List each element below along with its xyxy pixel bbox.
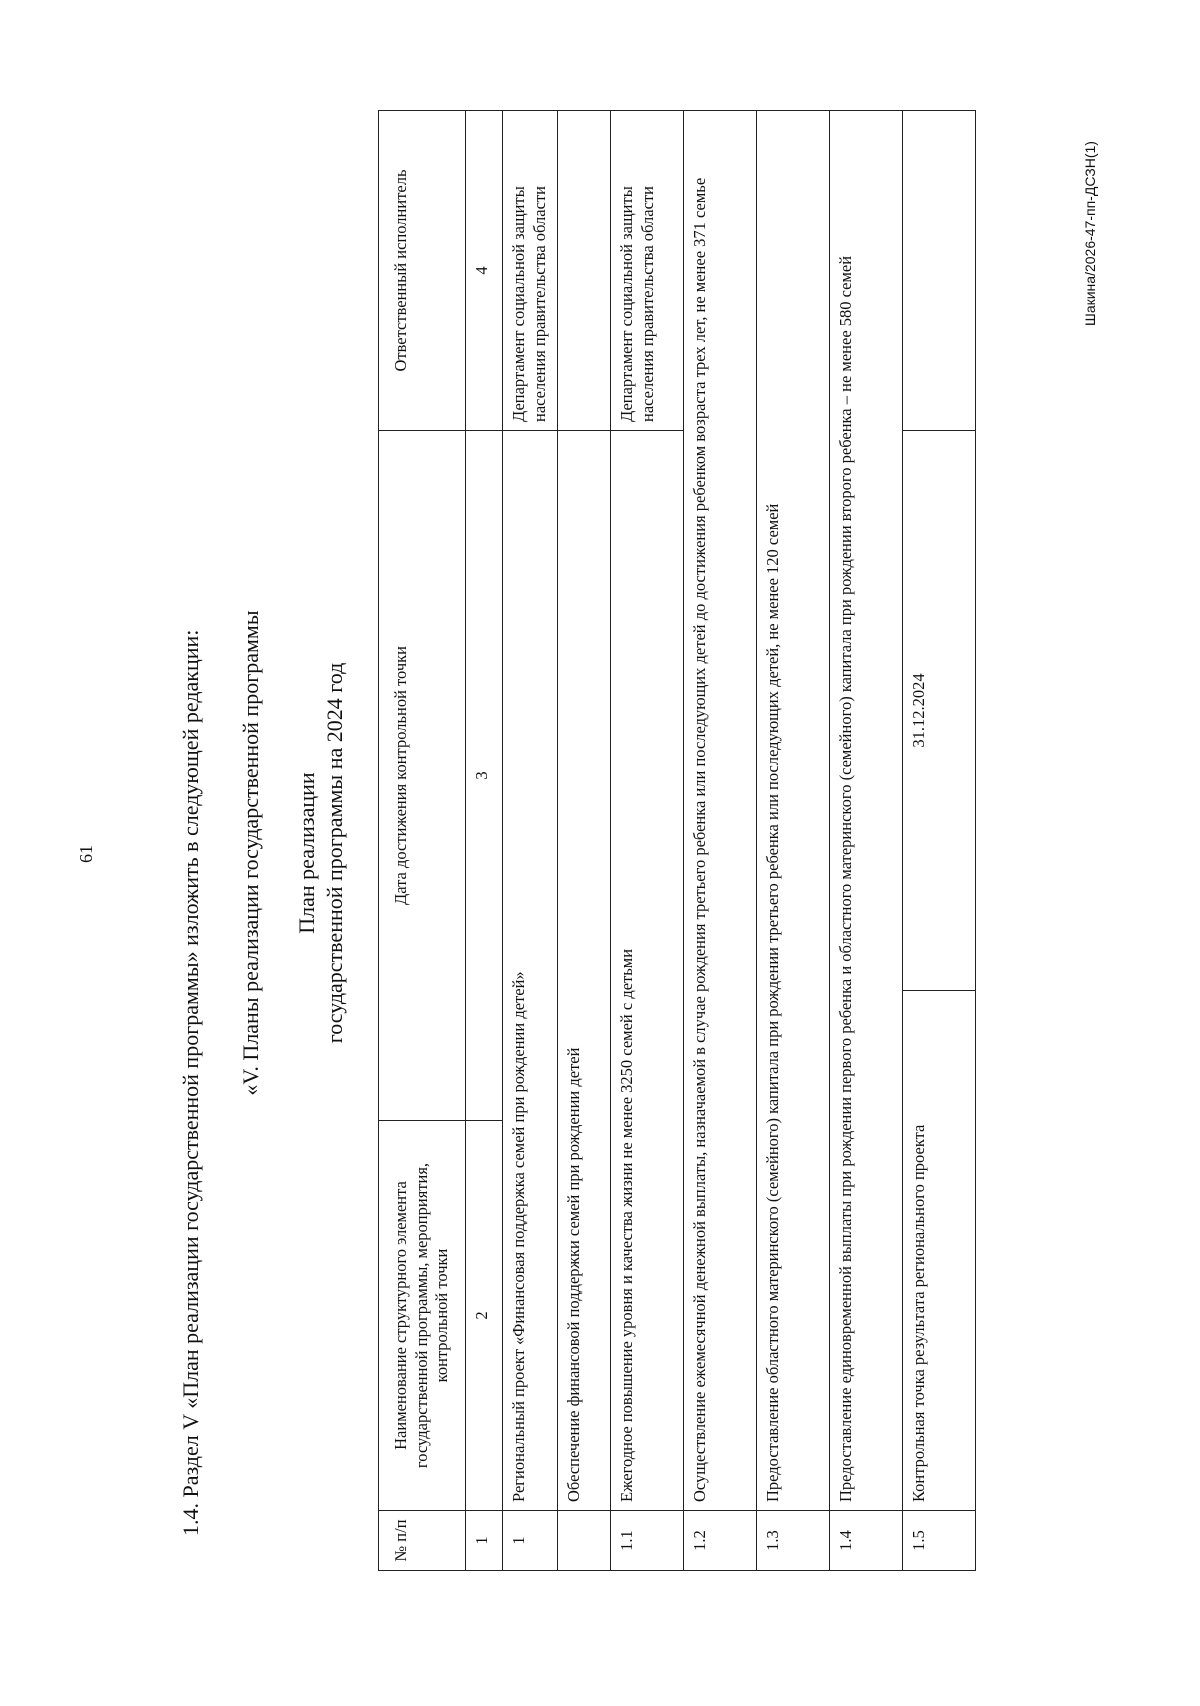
header-date: Дата достижения контрольной точки <box>379 431 466 1121</box>
row-num: 1.5 <box>902 1511 975 1571</box>
table-row <box>902 111 975 1571</box>
col-num-2: 2 <box>465 1121 502 1511</box>
page-number: 61 <box>76 845 96 863</box>
row-name: Ежегодное повышение уровня и качества жизни не менее 3250 семей с детьми <box>610 431 683 1511</box>
row-name: Региональный проект «Финансовая поддержка семей при рождении детей» <box>502 431 557 1511</box>
table-row <box>756 111 829 1571</box>
col-num-4: 4 <box>465 111 502 431</box>
row-executor <box>902 111 975 431</box>
col-num-1: 1 <box>465 1511 502 1571</box>
row-num: 1 <box>502 1511 557 1571</box>
row-num: 1.2 <box>683 1511 756 1571</box>
row-name: Предоставление единовременной выплаты при рождении первого ребенка и областного материнского (семейного) капитала при рождении второго ребенка – не менее 580 семей <box>829 111 902 1511</box>
col-num-3: 3 <box>465 431 502 1121</box>
row-num: 1.4 <box>829 1511 902 1571</box>
row-executor <box>557 111 610 431</box>
row-num <box>557 1511 610 1571</box>
row-num: 1.1 <box>610 1511 683 1571</box>
document-code: Шакина/2026-47-пп-ДСЗН(1) <box>1082 141 1098 326</box>
intro-text: 1.4. Раздел V «План реализации государственной программы» изложить в следующей редакции: <box>178 629 203 1536</box>
row-name: Контрольная точка результата регионального проекта <box>902 991 975 1511</box>
row-num: 1.3 <box>756 1511 829 1571</box>
row-executor: Департамент социальной защиты населения правительства области <box>502 111 557 431</box>
row-name: Предоставление областного материнского (семейного) капитала при рождении третьего ребенка или последующих детей, не менее 120 семей <box>756 111 829 1511</box>
plan-table <box>378 110 976 1571</box>
table-row <box>610 111 683 1571</box>
row-name: Обеспечение финансовой поддержки семей при рождении детей <box>557 431 610 1511</box>
table-row <box>502 111 557 1571</box>
table-header-row <box>379 111 466 1571</box>
table-row <box>829 111 902 1571</box>
plan-subtitle: государственной программы на 2024 год <box>322 662 347 1044</box>
row-executor: Департамент социальной защиты населения правительства области <box>610 111 683 431</box>
table-row <box>557 111 610 1571</box>
plan-title: План реализации <box>294 772 319 934</box>
header-num: № п/п <box>379 1511 466 1571</box>
table-row <box>683 111 756 1571</box>
header-executor: Ответственный исполнитель <box>379 111 466 431</box>
row-name: Осуществление ежемесячной денежной выплаты, назначаемой в случае рождения третьего ребенка или последующих детей до достижения ребенком возраста трех лет, не менее 371 семье <box>683 111 756 1511</box>
row-date: 31.12.2024 <box>902 431 975 991</box>
header-name: Наименование структурного элемента государственной программы, мероприятия, контрольной точки <box>379 1121 466 1511</box>
column-number-row <box>465 111 502 1571</box>
section-title: «V. Планы реализации государственной программы <box>238 610 263 1096</box>
